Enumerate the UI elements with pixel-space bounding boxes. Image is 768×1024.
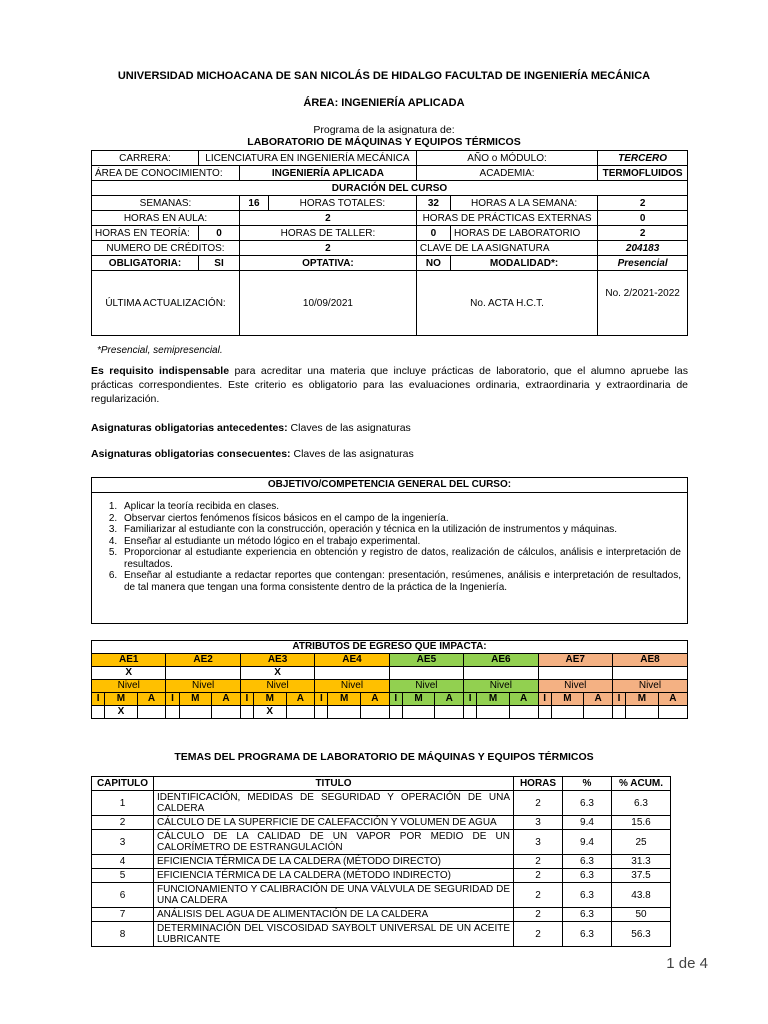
ae-mark [612,667,687,680]
ae-mark: X [240,667,314,680]
level-letter: M [328,693,361,706]
tema-capitulo: 5 [92,869,154,883]
ae-label: AE8 [612,654,687,667]
nivel-label: Nivel [464,680,538,693]
horas-teoria-value: 0 [199,226,240,241]
level-mark [612,706,625,719]
carrera-value: LICENCIATURA EN INGENIERÍA MECÁNICA [199,151,417,166]
clave-value: 204183 [598,241,688,256]
objetivo-item: 2. Observar ciertos fenómenos físicos básicos en el campo de la ingeniería. [120,513,681,525]
requisito-bold: Es requisito indispensable [91,365,230,377]
actualizacion-label: ÚLTIMA ACTUALIZACIÓN: [92,271,240,336]
level-letter: I [92,693,105,706]
level-mark [92,706,105,719]
consecuentes [91,448,414,460]
level-mark [538,706,551,719]
level-letter: A [509,693,538,706]
modalidad-label: MODALIDAD*: [450,256,597,271]
anio-value: TERCERO [598,151,688,166]
creditos-label: NUMERO DE CRÉDITOS: [92,241,240,256]
tema-acum: 43.8 [612,883,671,908]
level-mark [212,706,241,719]
objetivo-item: 4. Enseñar al estudiante un método lógico en el trabajo experimental. [120,536,681,548]
ae-label: AE2 [166,654,240,667]
tema-horas: 2 [514,922,563,947]
level-mark: X [254,706,287,719]
nivel-label: Nivel [166,680,240,693]
tema-capitulo: 2 [92,816,154,830]
level-mark [435,706,464,719]
clave-label: CLAVE DE LA ASIGNATURA [416,241,597,256]
horas-taller-label: HORAS DE TALLER: [240,226,417,241]
area-value: INGENIERÍA APLICADA [240,166,417,181]
level-letter: I [612,693,625,706]
program-prefix: Programa de la asignatura de: [313,124,455,136]
course-title: LABORATORIO DE MÁQUINAS Y EQUIPOS TÉRMICOS [247,136,521,148]
tema-row [92,883,671,908]
semanas-value: 16 [240,196,269,211]
horas-externas-label: HORAS DE PRÁCTICAS EXTERNAS [416,211,597,226]
temas-table [91,776,671,947]
objetivo-list [98,501,681,593]
level-letter: A [137,693,166,706]
antecedentes-value: Claves de las asignaturas [287,422,411,434]
tema-porcentaje: 6.3 [563,883,612,908]
horas-teoria-label: HORAS EN TEORÍA: [92,226,199,241]
tema-porcentaje: 6.3 [563,791,612,816]
obligatoria-label: OBLIGATORIA: [92,256,199,271]
semanas-label: SEMANAS: [92,196,240,211]
tema-porcentaje: 9.4 [563,816,612,830]
carrera-label: CARRERA: [92,151,199,166]
objetivo-title: OBJETIVO/COMPETENCIA GENERAL DEL CURSO: [92,478,687,493]
col-horas: HORAS [514,777,563,791]
level-mark [551,706,584,719]
ae-label: AE1 [92,654,166,667]
level-letter: A [286,693,315,706]
tema-acum: 25 [612,830,671,855]
objetivo-item: 1. Aplicar la teoría recibida en clases. [120,501,681,513]
horas-lab-value: 2 [598,226,688,241]
university-title: UNIVERSIDAD MICHOACANA DE SAN NICOLÁS DE HIDALGO FACULTAD DE INGENIERÍA MECÁNICA [117,70,651,82]
optativa-label: OPTATIVA: [240,256,417,271]
level-letter: I [240,693,253,706]
tema-horas: 3 [514,830,563,855]
tema-titulo: IDENTIFICACIÓN, MEDIDAS DE SEGURIDAD Y OPERACIÓN DE UNA CALDERA [154,791,514,816]
requisito-rest: para acreditar una materia que incluye prácticas de laboratorio, que el alumno apruebe las prácticas correspondientes. Este criterio es obligatorio para las evaluaciones ordinaria, extraordinaria y extraordinaria de regularización. [91,365,688,405]
tema-titulo: CÁLCULO DE LA CALIDAD DE UN VAPOR POR MEDIO DE UN CALORÍMETRO DE ESTRANGULACIÓN [154,830,514,855]
tema-titulo: EFICIENCIA TÉRMICA DE LA CALDERA (MÉTODO INDIRECTO) [154,869,514,883]
requisito-paragraph [91,364,688,406]
tema-titulo: CÁLCULO DE LA SUPERFICIE DE CALEFACCIÓN Y VOLUMEN DE AGUA [154,816,514,830]
tema-acum: 50 [612,908,671,922]
tema-acum: 31.3 [612,855,671,869]
level-mark [166,706,179,719]
ae-mark [315,667,389,680]
tema-horas: 3 [514,816,563,830]
tema-acum: 6.3 [612,791,671,816]
ae-mark [538,667,612,680]
level-mark [240,706,253,719]
academia-value: TERMOFLUIDOS [598,166,688,181]
page-number: 1 de 4 [666,955,708,972]
temas-title: TEMAS DEL PROGRAMA DE LABORATORIO DE MÁQUINAS Y EQUIPOS TÉRMICOS [174,751,594,763]
level-mark [328,706,361,719]
col-porcentaje: % [563,777,612,791]
tema-acum: 37.5 [612,869,671,883]
ae-label: AE6 [464,654,538,667]
area-label: ÁREA DE CONOCIMIENTO: [92,166,240,181]
nivel-label: Nivel [92,680,166,693]
tema-horas: 2 [514,908,563,922]
ae-label: AE3 [240,654,314,667]
level-letter: M [626,693,659,706]
obligatoria-value: SI [199,256,240,271]
tema-porcentaje: 6.3 [563,908,612,922]
area-title: ÁREA: INGENIERÍA APLICADA [303,97,465,109]
objetivo-item: 6. Enseñar al estudiante a redactar reportes que contengan: presentación, resúmenes, análisis e interpretación de resultados, de tal manera que tengan una forma consistente dentro de la práctica de la Ingeniería. [120,570,681,593]
level-mark [315,706,328,719]
level-letter: M [551,693,584,706]
antecedentes [91,422,411,434]
objetivo-item: 3. Familiarizar al estudiante con la construcción, operación y técnica en la utilización de instrumentos y máquinas. [120,524,681,536]
horas-semana-label: HORAS A LA SEMANA: [450,196,597,211]
modalidad-note: *Presencial, semipresencial. [97,345,223,356]
horas-aula-label: HORAS EN AULA: [92,211,240,226]
nivel-label: Nivel [612,680,687,693]
horas-externas-value: 0 [598,211,688,226]
horas-aula-value: 2 [240,211,417,226]
actualizacion-value: 10/09/2021 [240,271,417,336]
consecuentes-label: Asignaturas obligatorias consecuentes: [91,448,291,460]
tema-titulo: DETERMINACIÓN DEL VISCOSIDAD SAYBOLT UNIVERSAL DE UN ACEITE LUBRICANTE [154,922,514,947]
creditos-value: 2 [240,241,417,256]
tema-capitulo: 8 [92,922,154,947]
horas-semana-value: 2 [598,196,688,211]
horas-totales-label: HORAS TOTALES: [268,196,416,211]
tema-capitulo: 7 [92,908,154,922]
level-mark [179,706,212,719]
optativa-value: NO [416,256,450,271]
atributos-table [91,640,688,719]
level-letter: M [105,693,138,706]
nivel-label: Nivel [240,680,314,693]
tema-capitulo: 3 [92,830,154,855]
horas-totales-value: 32 [416,196,450,211]
col-acum: % ACUM. [612,777,671,791]
objetivo-box [91,477,688,624]
tema-capitulo: 6 [92,883,154,908]
tema-horas: 2 [514,883,563,908]
tema-porcentaje: 9.4 [563,830,612,855]
level-mark [509,706,538,719]
level-mark [137,706,166,719]
antecedentes-label: Asignaturas obligatorias antecedentes: [91,422,288,434]
tema-acum: 15.6 [612,816,671,830]
atributos-title: ATRIBUTOS DE EGRESO QUE IMPACTA: [92,641,688,654]
objetivo-item: 5. Proporcionar al estudiante experiencia en obtención y registro de datos, realización de cálculos, análisis e interpretación de resultados. [120,547,681,570]
tema-horas: 2 [514,855,563,869]
level-letter: A [212,693,241,706]
level-letter: I [315,693,328,706]
nivel-label: Nivel [538,680,612,693]
level-letter: M [179,693,212,706]
tema-row [92,922,671,947]
level-letter: A [435,693,464,706]
consecuentes-value: Claves de las asignaturas [290,448,414,460]
level-mark [626,706,659,719]
nivel-label: Nivel [389,680,463,693]
ae-mark [389,667,463,680]
level-letter: I [166,693,179,706]
ae-label: AE5 [389,654,463,667]
tema-horas: 2 [514,869,563,883]
level-letter: I [464,693,477,706]
level-mark [402,706,435,719]
tema-row [92,791,671,816]
tema-row [92,830,671,855]
course-info-table [91,150,688,336]
ae-label: AE7 [538,654,612,667]
nivel-label: Nivel [315,680,389,693]
level-letter: M [254,693,287,706]
level-letter: I [389,693,402,706]
ae-label: AE4 [315,654,389,667]
acta-label: No. ACTA H.C.T. [416,271,597,336]
level-letter: M [402,693,435,706]
tema-capitulo: 4 [92,855,154,869]
tema-titulo: EFICIENCIA TÉRMICA DE LA CALDERA (MÉTODO DIRECTO) [154,855,514,869]
ae-mark [464,667,538,680]
tema-titulo: FUNCIONAMIENTO Y CALIBRACIÓN DE UNA VÁLVULA DE SEGURIDAD DE UNA CALDERA [154,883,514,908]
tema-row [92,816,671,830]
ae-mark: X [92,667,166,680]
level-mark [360,706,389,719]
horas-lab-label: HORAS DE LABORATORIO [450,226,597,241]
level-mark [658,706,687,719]
col-titulo: TITULO [154,777,514,791]
tema-porcentaje: 6.3 [563,855,612,869]
level-letter: A [584,693,613,706]
tema-titulo: ANÁLISIS DEL AGUA DE ALIMENTACIÓN DE LA CALDERA [154,908,514,922]
academia-label: ACADEMIA: [416,166,597,181]
level-letter: A [658,693,687,706]
tema-porcentaje: 6.3 [563,922,612,947]
modalidad-value: Presencial [598,256,688,271]
tema-porcentaje: 6.3 [563,869,612,883]
level-mark [389,706,402,719]
tema-capitulo: 1 [92,791,154,816]
tema-row [92,869,671,883]
level-mark: X [105,706,138,719]
level-mark [286,706,315,719]
anio-label: AÑO o MÓDULO: [416,151,597,166]
ae-mark [166,667,240,680]
duracion-heading: DURACIÓN DEL CURSO [92,181,688,196]
level-letter: A [360,693,389,706]
tema-horas: 2 [514,791,563,816]
tema-row [92,855,671,869]
level-letter: I [538,693,551,706]
level-mark [584,706,613,719]
acta-value: No. 2/2021-2022 [598,271,688,336]
level-letter: M [477,693,510,706]
tema-row [92,908,671,922]
col-capitulo: CAPITULO [92,777,154,791]
level-mark [477,706,510,719]
level-mark [464,706,477,719]
horas-taller-value: 0 [416,226,450,241]
tema-acum: 56.3 [612,922,671,947]
